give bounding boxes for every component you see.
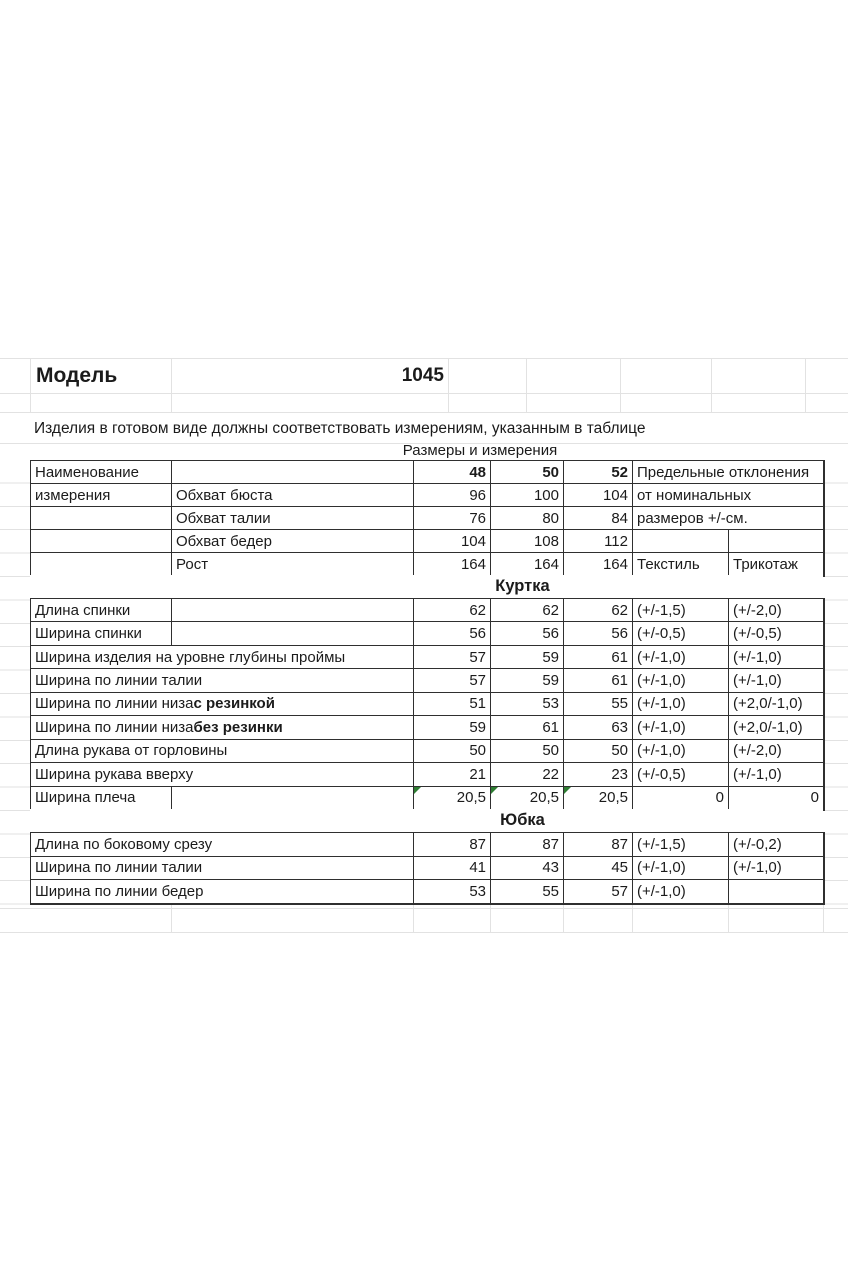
size-value: 53: [491, 693, 564, 716]
size-value: 51: [414, 693, 491, 716]
gridline: [30, 358, 31, 412]
size-value: 56: [414, 622, 491, 645]
table-cell: [172, 622, 414, 645]
table-cell: [172, 461, 414, 484]
size-column-header: 50: [491, 461, 564, 484]
size-value: 76: [414, 507, 491, 530]
tolerance-value: (+/-1,0): [729, 857, 824, 881]
size-value: 23: [564, 763, 633, 786]
row-label: Ширина по линии талии: [31, 857, 414, 881]
size-value: 43: [491, 857, 564, 881]
size-value: 164: [491, 553, 564, 576]
size-column-header: 48: [414, 461, 491, 484]
row-label: Длина рукава от горловины: [31, 740, 414, 763]
tolerance-value: (+/-1,0): [633, 716, 729, 739]
table-cell: [729, 530, 824, 553]
model-number: 1045: [401, 365, 444, 386]
gridline: [632, 903, 633, 933]
size-value: 55: [564, 693, 633, 716]
table-title: Размеры и измерения: [402, 442, 558, 459]
row-label: Ширина изделия на уровне глубины проймы: [31, 646, 414, 669]
tolerance-value: 0: [633, 787, 729, 810]
size-value: 87: [491, 833, 564, 857]
table-cell: [31, 530, 172, 553]
gridline-strip: [0, 460, 30, 905]
row-label: Наименование: [31, 461, 172, 484]
size-value: 164: [414, 553, 491, 576]
size-value: 59: [491, 646, 564, 669]
size-value: 62: [491, 599, 564, 622]
gridline: [0, 908, 848, 909]
jacket-section-title: Куртка: [495, 577, 550, 595]
table-cell: [633, 530, 729, 553]
row-label: Обхват талии: [172, 507, 414, 530]
size-value: 59: [491, 669, 564, 692]
tolerance-value: (+/-1,0): [633, 693, 729, 716]
tolerance-value: (+/-1,0): [633, 857, 729, 881]
cell-flag-icon: [491, 787, 498, 794]
gridline: [711, 358, 712, 412]
gridline-strip: [823, 460, 848, 905]
tolerance-value: (+/-1,0): [633, 880, 729, 904]
tolerance-value: (+/-1,5): [633, 833, 729, 857]
size-value: 20,5: [491, 787, 564, 810]
gridline: [0, 393, 848, 394]
tolerance-value: (+2,0/-1,0): [729, 716, 824, 739]
table-cell: [172, 599, 414, 622]
tolerance-value: (+/-1,5): [633, 599, 729, 622]
size-value: 112: [564, 530, 633, 553]
tolerance-value: (+2,0/-1,0): [729, 693, 824, 716]
size-value: 57: [414, 669, 491, 692]
tolerance-value: (+/-0,5): [633, 622, 729, 645]
size-value: 84: [564, 507, 633, 530]
size-value: 104: [414, 530, 491, 553]
row-label: Ширина по линии бедер: [31, 880, 414, 904]
cell-flag-icon: [564, 787, 571, 794]
row-label: Длина спинки: [31, 599, 172, 622]
size-value: 61: [564, 669, 633, 692]
tolerance-note: от номинальных: [633, 484, 824, 507]
gridline: [823, 903, 824, 933]
size-value: 56: [564, 622, 633, 645]
section-band: [30, 575, 823, 598]
tolerance-value: (+/-1,0): [633, 646, 729, 669]
size-value: 87: [564, 833, 633, 857]
row-label: Ширина по линии низа с резинкой: [31, 693, 414, 716]
model-label: Модель: [36, 364, 118, 387]
readiness-note: Изделия в готовом виде должны соответствовать измерениям, указанным в таблице: [34, 414, 645, 443]
size-value: 108: [491, 530, 564, 553]
material-column-header: Текстиль: [633, 553, 729, 576]
tolerance-value: (+/-1,0): [729, 669, 824, 692]
row-label: Рост: [172, 553, 414, 576]
tolerance-value: [729, 880, 824, 904]
row-label: Длина по боковому срезу: [31, 833, 414, 857]
gridline: [413, 903, 414, 933]
size-value: 20,5: [564, 787, 633, 810]
tolerance-value: (+/-2,0): [729, 599, 824, 622]
tolerance-value: (+/-1,0): [633, 740, 729, 763]
size-value: 53: [414, 880, 491, 904]
gridline: [171, 358, 172, 412]
size-value: 96: [414, 484, 491, 507]
gridline: [805, 358, 806, 412]
size-value: 41: [414, 857, 491, 881]
size-value: 61: [491, 716, 564, 739]
gridline: [526, 358, 527, 412]
row-label: измерения: [31, 484, 172, 507]
tolerance-value: (+/-0,2): [729, 833, 824, 857]
tolerance-note: размеров +/-см.: [633, 507, 824, 530]
tolerance-value: (+/-1,0): [729, 646, 824, 669]
size-value: 63: [564, 716, 633, 739]
size-value: 45: [564, 857, 633, 881]
size-value: 50: [491, 740, 564, 763]
table-cell: [172, 787, 414, 810]
table-cell: [31, 553, 172, 576]
gridline: [490, 903, 491, 933]
size-value: 62: [414, 599, 491, 622]
table-cell: [31, 507, 172, 530]
size-value: 55: [491, 880, 564, 904]
row-label: Ширина рукава вверху: [31, 763, 414, 786]
size-column-header: 52: [564, 461, 633, 484]
size-value: 20,5: [414, 787, 491, 810]
size-value: 100: [491, 484, 564, 507]
row-label: Ширина плеча: [31, 787, 172, 810]
size-value: 57: [564, 880, 633, 904]
gridline: [620, 358, 621, 412]
tolerance-note: Предельные отклонения: [633, 461, 824, 484]
cell-flag-icon: [414, 787, 421, 794]
tolerance-value: (+/-1,0): [729, 763, 824, 786]
tolerance-value: (+/-1,0): [633, 669, 729, 692]
section-band: [30, 809, 823, 832]
skirt-table: [30, 832, 825, 905]
gridline: [563, 903, 564, 933]
row-label: Ширина по линии талии: [31, 669, 414, 692]
size-value: 50: [414, 740, 491, 763]
size-value: 104: [564, 484, 633, 507]
tolerance-value: (+/-0,5): [729, 622, 824, 645]
row-label: Ширина спинки: [31, 622, 172, 645]
skirt-section-title: Юбка: [500, 811, 545, 829]
gridline: [0, 412, 848, 413]
size-value: 164: [564, 553, 633, 576]
size-value: 87: [414, 833, 491, 857]
row-label: Обхват бюста: [172, 484, 414, 507]
size-value: 61: [564, 646, 633, 669]
size-value: 59: [414, 716, 491, 739]
material-column-header: Трикотаж: [729, 553, 824, 576]
size-value: 62: [564, 599, 633, 622]
gridline: [448, 358, 449, 412]
tolerance-value: 0: [729, 787, 824, 810]
sizes-header-table: [30, 460, 825, 577]
row-label: Обхват бедер: [172, 530, 414, 553]
size-value: 57: [414, 646, 491, 669]
jacket-table: [30, 598, 825, 811]
tolerance-value: (+/-0,5): [633, 763, 729, 786]
gridline: [728, 903, 729, 933]
gridline: [0, 932, 848, 933]
gridline: [171, 903, 172, 933]
size-value: 50: [564, 740, 633, 763]
size-value: 22: [491, 763, 564, 786]
tolerance-value: (+/-2,0): [729, 740, 824, 763]
size-value: 21: [414, 763, 491, 786]
size-value: 80: [491, 507, 564, 530]
row-label: Ширина по линии низа без резинки: [31, 716, 414, 739]
size-value: 56: [491, 622, 564, 645]
